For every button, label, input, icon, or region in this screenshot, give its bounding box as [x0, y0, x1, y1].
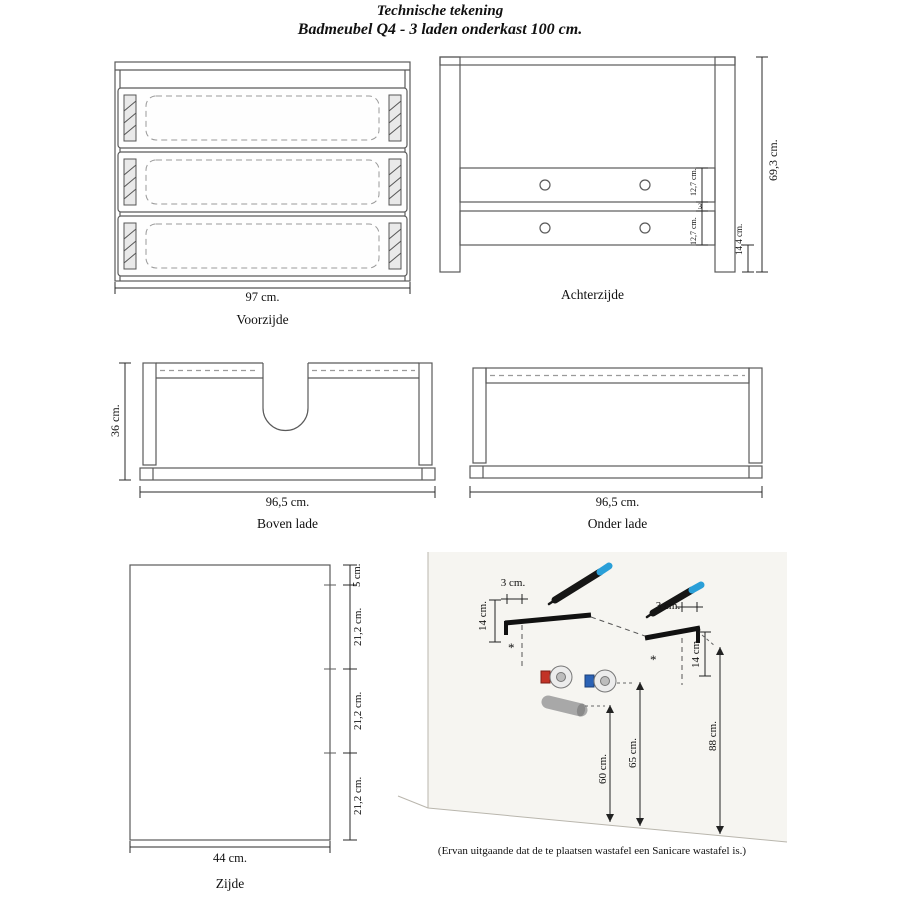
- install-left-height-dim: 14 cm.: [477, 601, 489, 631]
- installation-note: (Ervan uitgaande dat de te plaatsen wastafel een Sanicare wastafel is.): [437, 845, 747, 857]
- back-view-label: Achterzijde: [561, 287, 624, 302]
- drawer-handle-icon: [389, 159, 401, 205]
- drawer-handle-icon: [124, 223, 136, 269]
- top-drawer-drawing: [105, 350, 450, 505]
- page-title: Technische tekening: [376, 3, 504, 19]
- top-drawer-label: Boven lade: [256, 516, 319, 531]
- side-view-label: Zijde: [215, 876, 245, 891]
- bottom-drawer-label: Onder lade: [587, 516, 648, 531]
- drawer-front-2: [118, 152, 407, 212]
- asterisk-marker: *: [508, 640, 515, 655]
- side-panel-outline: [130, 565, 330, 840]
- back-rail1-dim: 12,7 cm.: [689, 168, 698, 196]
- screw-hole: [640, 223, 650, 233]
- back-height-dim: 69,3 cm.: [766, 139, 780, 181]
- front-width-dim: 97 cm.: [245, 290, 280, 304]
- side-seg4-dim: 21,2 cm.: [352, 776, 364, 816]
- side-seg2-dim: 21,2 cm.: [352, 607, 364, 647]
- screw-hole: [540, 223, 550, 233]
- page-subtitle: Badmeubel Q4 - 3 laden onderkast 100 cm.: [297, 21, 583, 38]
- install-drain-height-dim: 60 cm.: [597, 754, 609, 784]
- top-drawer-width-dim: 96,5 cm.: [265, 495, 310, 509]
- bottom-drawer-drawing: [455, 355, 785, 505]
- left-side-panel: [440, 57, 460, 272]
- install-right-offset-dim: 3 cm.: [655, 600, 681, 612]
- top-rail: [440, 57, 735, 65]
- install-wall-height-dim: 88 cm.: [707, 721, 719, 751]
- drawer-handle-icon: [389, 95, 401, 141]
- screw-hole: [640, 180, 650, 190]
- install-valve-height-dim: 65 cm.: [627, 738, 639, 768]
- drawer-side-rail: [749, 368, 762, 463]
- front-view-label: Voorzijde: [236, 312, 289, 327]
- back-rail-2: [460, 211, 715, 245]
- side-seg3-dim: 21,2 cm.: [352, 691, 364, 731]
- asterisk-marker: *: [650, 652, 657, 667]
- drawer-handle-icon: [124, 159, 136, 205]
- front-view-drawing: [100, 55, 420, 300]
- install-left-offset-dim: 3 cm.: [500, 577, 526, 589]
- back-view-drawing: [430, 50, 785, 285]
- rail-dimension-lines: [696, 168, 754, 272]
- drawer-handle-icon: [124, 95, 136, 141]
- drawer-handle-icon: [389, 223, 401, 269]
- back-gap-dim: 3: [698, 202, 702, 211]
- back-rail2-dim: 12,7 cm.: [689, 217, 698, 245]
- side-seg1-dim: 5 cm.: [352, 563, 363, 587]
- back-bottom-dim: 14,4 cm.: [734, 223, 744, 255]
- screw-hole: [540, 180, 550, 190]
- side-width-dim: 44 cm.: [212, 851, 248, 865]
- drawer-bottom-rail: [470, 466, 762, 478]
- drawer-front-1: [118, 88, 407, 148]
- bottom-drawer-width-dim: 96,5 cm.: [595, 495, 640, 509]
- top-drawer-height-dim: 36 cm.: [108, 404, 122, 437]
- drawer-side-rail: [143, 363, 156, 465]
- back-rail-1: [460, 168, 715, 202]
- drawer-side-rail: [419, 363, 432, 465]
- u-cutout: [263, 363, 308, 431]
- install-right-height-dim: 14 cm.: [690, 638, 702, 668]
- right-side-panel: [715, 57, 735, 272]
- drawer-bottom-rail: [140, 468, 435, 480]
- installation-drawing: [395, 550, 795, 855]
- drawer-side-rail: [473, 368, 486, 463]
- drawer-front-3: [118, 216, 407, 276]
